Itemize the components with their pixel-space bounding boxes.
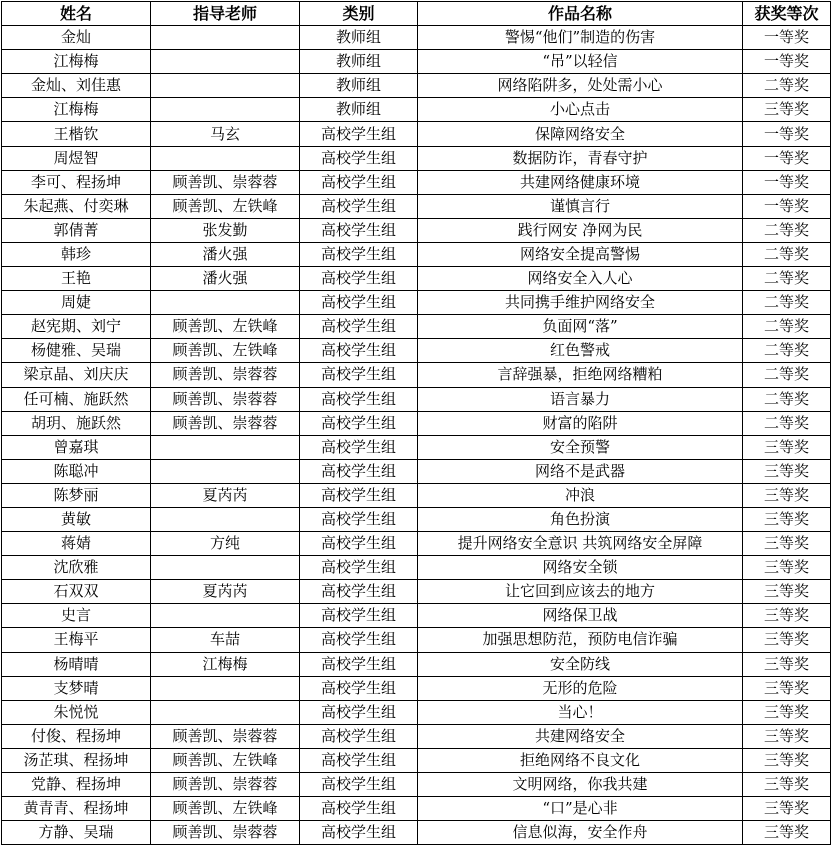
- cell-name: 周煜智: [2, 146, 151, 170]
- cell-work-title: 践行网安 净网为民: [418, 218, 743, 242]
- cell-work-title: 共同携手维护网络安全: [418, 291, 743, 315]
- cell-award-level: 三等奖: [743, 748, 831, 772]
- cell-name: 沈欣雅: [2, 556, 151, 580]
- cell-teacher: [151, 556, 300, 580]
- cell-teacher: 潘火强: [151, 267, 300, 291]
- cell-work-title: 安全防线: [418, 652, 743, 676]
- cell-name: 金灿、刘佳惠: [2, 74, 151, 98]
- cell-name: 汤芷琪、程扬坤: [2, 748, 151, 772]
- cell-category: 教师组: [300, 74, 418, 98]
- cell-teacher: [151, 676, 300, 700]
- cell-teacher: 潘火强: [151, 242, 300, 266]
- cell-category: 高校学生组: [300, 797, 418, 821]
- table-body: [2, 26, 831, 845]
- table-row: [2, 604, 831, 628]
- cell-teacher: 顾善凯、崇蓉蓉: [151, 170, 300, 194]
- cell-teacher: 夏芮芮: [151, 580, 300, 604]
- cell-teacher: [151, 26, 300, 50]
- table-row: [2, 267, 831, 291]
- table-row: [2, 98, 831, 122]
- cell-work-title: 网络安全锁: [418, 556, 743, 580]
- cell-category: 高校学生组: [300, 604, 418, 628]
- cell-teacher: [151, 507, 300, 531]
- cell-name: 付俊、程扬坤: [2, 724, 151, 748]
- cell-award-level: 三等奖: [743, 532, 831, 556]
- cell-category: 高校学生组: [300, 773, 418, 797]
- cell-category: 教师组: [300, 26, 418, 50]
- table-row: [2, 291, 831, 315]
- cell-teacher: 顾善凯、崇蓉蓉: [151, 411, 300, 435]
- cell-award-level: 三等奖: [743, 98, 831, 122]
- cell-category: 高校学生组: [300, 556, 418, 580]
- table-row: [2, 339, 831, 363]
- cell-category: 高校学生组: [300, 676, 418, 700]
- cell-work-title: 言辞强暴，拒绝网络糟粕: [418, 363, 743, 387]
- cell-award-level: 二等奖: [743, 242, 831, 266]
- cell-teacher: 顾善凯、崇蓉蓉: [151, 821, 300, 845]
- cell-teacher: 方纯: [151, 532, 300, 556]
- cell-teacher: 夏芮芮: [151, 483, 300, 507]
- cell-work-title: “口”是心非: [418, 797, 743, 821]
- cell-work-title: 文明网络，你我共建: [418, 773, 743, 797]
- cell-category: 高校学生组: [300, 267, 418, 291]
- cell-award-level: 三等奖: [743, 797, 831, 821]
- cell-award-level: 一等奖: [743, 146, 831, 170]
- cell-award-level: 三等奖: [743, 724, 831, 748]
- cell-work-title: 网络安全提高警惕: [418, 242, 743, 266]
- header-category: 类别: [300, 2, 418, 26]
- table-row: [2, 748, 831, 772]
- cell-work-title: 当心！: [418, 700, 743, 724]
- cell-award-level: 二等奖: [743, 267, 831, 291]
- cell-teacher: [151, 98, 300, 122]
- table-row: [2, 146, 831, 170]
- table-row: [2, 194, 831, 218]
- table-row: [2, 363, 831, 387]
- cell-name: 杨晴晴: [2, 652, 151, 676]
- cell-name: 方静、吴瑞: [2, 821, 151, 845]
- cell-teacher: [151, 700, 300, 724]
- cell-work-title: 信息似海，安全作舟: [418, 821, 743, 845]
- cell-award-level: 三等奖: [743, 628, 831, 652]
- cell-work-title: 红色警戒: [418, 339, 743, 363]
- cell-work-title: 保障网络安全: [418, 122, 743, 146]
- table-row: [2, 700, 831, 724]
- cell-award-level: 三等奖: [743, 700, 831, 724]
- cell-award-level: 三等奖: [743, 604, 831, 628]
- cell-work-title: 网络安全入人心: [418, 267, 743, 291]
- table-row: [2, 122, 831, 146]
- cell-work-title: 角色扮演: [418, 507, 743, 531]
- cell-name: 李可、程扬坤: [2, 170, 151, 194]
- cell-category: 教师组: [300, 98, 418, 122]
- cell-teacher: [151, 459, 300, 483]
- cell-work-title: 无形的危险: [418, 676, 743, 700]
- cell-category: 高校学生组: [300, 339, 418, 363]
- cell-work-title: 网络不是武器: [418, 459, 743, 483]
- table-row: [2, 26, 831, 50]
- cell-work-title: 安全预警: [418, 435, 743, 459]
- table-row: [2, 773, 831, 797]
- cell-award-level: 二等奖: [743, 411, 831, 435]
- cell-award-level: 一等奖: [743, 170, 831, 194]
- header-work-title: 作品名称: [418, 2, 743, 26]
- table-row: [2, 821, 831, 845]
- table-row: [2, 50, 831, 74]
- table-row: [2, 411, 831, 435]
- cell-teacher: [151, 435, 300, 459]
- cell-award-level: 三等奖: [743, 652, 831, 676]
- cell-award-level: 一等奖: [743, 26, 831, 50]
- table-row: [2, 218, 831, 242]
- cell-award-level: 三等奖: [743, 459, 831, 483]
- cell-category: 高校学生组: [300, 194, 418, 218]
- cell-category: 高校学生组: [300, 435, 418, 459]
- cell-name: 金灿: [2, 26, 151, 50]
- cell-teacher: 马玄: [151, 122, 300, 146]
- cell-work-title: 提升网络安全意识 共筑网络安全屏障: [418, 532, 743, 556]
- table-row: [2, 676, 831, 700]
- cell-teacher: 车喆: [151, 628, 300, 652]
- cell-work-title: 谨慎言行: [418, 194, 743, 218]
- table-row: [2, 652, 831, 676]
- cell-category: 高校学生组: [300, 483, 418, 507]
- cell-award-level: 三等奖: [743, 435, 831, 459]
- cell-category: 高校学生组: [300, 315, 418, 339]
- cell-award-level: 三等奖: [743, 507, 831, 531]
- cell-award-level: 二等奖: [743, 315, 831, 339]
- table-row: [2, 724, 831, 748]
- cell-category: 高校学生组: [300, 218, 418, 242]
- cell-name: 黄敏: [2, 507, 151, 531]
- cell-award-level: 二等奖: [743, 363, 831, 387]
- table-row: [2, 74, 831, 98]
- cell-name: 王艳: [2, 267, 151, 291]
- cell-name: 陈聪冲: [2, 459, 151, 483]
- cell-category: 高校学生组: [300, 411, 418, 435]
- cell-category: 高校学生组: [300, 459, 418, 483]
- cell-name: 蒋婧: [2, 532, 151, 556]
- cell-category: 高校学生组: [300, 652, 418, 676]
- cell-award-level: 二等奖: [743, 74, 831, 98]
- table-row: [2, 628, 831, 652]
- cell-name: 任可楠、施跃然: [2, 387, 151, 411]
- cell-name: 朱悦悦: [2, 700, 151, 724]
- table-row: [2, 483, 831, 507]
- cell-award-level: 二等奖: [743, 291, 831, 315]
- cell-award-level: 三等奖: [743, 580, 831, 604]
- cell-category: 高校学生组: [300, 628, 418, 652]
- cell-award-level: 一等奖: [743, 50, 831, 74]
- cell-work-title: 冲浪: [418, 483, 743, 507]
- cell-award-level: 三等奖: [743, 821, 831, 845]
- table-row: [2, 387, 831, 411]
- cell-work-title: 让它回到应该去的地方: [418, 580, 743, 604]
- cell-work-title: 拒绝网络不良文化: [418, 748, 743, 772]
- cell-category: 高校学生组: [300, 700, 418, 724]
- cell-category: 高校学生组: [300, 291, 418, 315]
- cell-name: 党静、程扬坤: [2, 773, 151, 797]
- cell-work-title: 小心点击: [418, 98, 743, 122]
- cell-name: 史言: [2, 604, 151, 628]
- cell-teacher: 顾善凯、崇蓉蓉: [151, 724, 300, 748]
- cell-award-level: 一等奖: [743, 122, 831, 146]
- cell-name: 陈梦丽: [2, 483, 151, 507]
- cell-name: 江梅梅: [2, 50, 151, 74]
- table-row: [2, 556, 831, 580]
- cell-award-level: 三等奖: [743, 483, 831, 507]
- cell-name: 周婕: [2, 291, 151, 315]
- cell-name: 支梦晴: [2, 676, 151, 700]
- table-row: [2, 532, 831, 556]
- table-row: [2, 507, 831, 531]
- cell-name: 王梅平: [2, 628, 151, 652]
- cell-work-title: 数据防诈，青春守护: [418, 146, 743, 170]
- cell-teacher: 江梅梅: [151, 652, 300, 676]
- cell-teacher: 顾善凯、崇蓉蓉: [151, 773, 300, 797]
- cell-name: 梁京晶、刘庆庆: [2, 363, 151, 387]
- cell-teacher: 顾善凯、左铁峰: [151, 315, 300, 339]
- cell-teacher: 顾善凯、左铁峰: [151, 748, 300, 772]
- cell-name: 石双双: [2, 580, 151, 604]
- cell-name: 郭倩菁: [2, 218, 151, 242]
- cell-category: 高校学生组: [300, 122, 418, 146]
- cell-award-level: 一等奖: [743, 194, 831, 218]
- cell-teacher: 顾善凯、崇蓉蓉: [151, 363, 300, 387]
- header-name: 姓名: [2, 2, 151, 26]
- cell-teacher: 顾善凯、左铁峰: [151, 194, 300, 218]
- cell-award-level: 三等奖: [743, 773, 831, 797]
- cell-work-title: 财富的陷阱: [418, 411, 743, 435]
- cell-teacher: [151, 291, 300, 315]
- cell-work-title: 网络保卫战: [418, 604, 743, 628]
- cell-teacher: 张发勤: [151, 218, 300, 242]
- cell-work-title: 共建网络健康环境: [418, 170, 743, 194]
- cell-name: 赵宪期、刘宁: [2, 315, 151, 339]
- cell-teacher: [151, 146, 300, 170]
- cell-teacher: 顾善凯、左铁峰: [151, 797, 300, 821]
- cell-award-level: 三等奖: [743, 556, 831, 580]
- cell-category: 高校学生组: [300, 532, 418, 556]
- cell-category: 高校学生组: [300, 821, 418, 845]
- cell-teacher: [151, 50, 300, 74]
- cell-category: 高校学生组: [300, 146, 418, 170]
- header-row: [2, 2, 831, 26]
- cell-name: 杨健雅、吴瑞: [2, 339, 151, 363]
- awards-table: [1, 1, 831, 845]
- cell-name: 韩珍: [2, 242, 151, 266]
- cell-category: 高校学生组: [300, 580, 418, 604]
- cell-teacher: [151, 74, 300, 98]
- cell-category: 高校学生组: [300, 242, 418, 266]
- table-row: [2, 315, 831, 339]
- cell-award-level: 三等奖: [743, 676, 831, 700]
- cell-award-level: 二等奖: [743, 387, 831, 411]
- table-row: [2, 435, 831, 459]
- table-row: [2, 580, 831, 604]
- cell-name: 曾嘉琪: [2, 435, 151, 459]
- cell-category: 高校学生组: [300, 170, 418, 194]
- table-row: [2, 797, 831, 821]
- table-row: [2, 459, 831, 483]
- header-teacher: 指导老师: [151, 2, 300, 26]
- cell-teacher: 顾善凯、左铁峰: [151, 339, 300, 363]
- cell-name: 胡玥、施跃然: [2, 411, 151, 435]
- cell-work-title: 警惕“他们”制造的伤害: [418, 26, 743, 50]
- cell-work-title: 共建网络安全: [418, 724, 743, 748]
- cell-teacher: 顾善凯、崇蓉蓉: [151, 387, 300, 411]
- cell-category: 高校学生组: [300, 507, 418, 531]
- cell-work-title: 负面网“落”: [418, 315, 743, 339]
- cell-work-title: 加强思想防范，预防电信诈骗: [418, 628, 743, 652]
- cell-work-title: 语言暴力: [418, 387, 743, 411]
- cell-name: 黄青青、程扬坤: [2, 797, 151, 821]
- cell-category: 高校学生组: [300, 724, 418, 748]
- cell-category: 教师组: [300, 50, 418, 74]
- cell-award-level: 二等奖: [743, 218, 831, 242]
- cell-category: 高校学生组: [300, 363, 418, 387]
- header-award-level: 获奖等次: [743, 2, 831, 26]
- cell-award-level: 二等奖: [743, 339, 831, 363]
- cell-category: 高校学生组: [300, 748, 418, 772]
- table-header: [2, 2, 831, 26]
- cell-category: 高校学生组: [300, 387, 418, 411]
- cell-name: 王楷钦: [2, 122, 151, 146]
- table-row: [2, 242, 831, 266]
- cell-work-title: 网络陷阱多，处处需小心: [418, 74, 743, 98]
- table-row: [2, 170, 831, 194]
- cell-name: 朱起燕、付奕琳: [2, 194, 151, 218]
- cell-work-title: “吊”以轻信: [418, 50, 743, 74]
- cell-teacher: [151, 604, 300, 628]
- cell-name: 江梅梅: [2, 98, 151, 122]
